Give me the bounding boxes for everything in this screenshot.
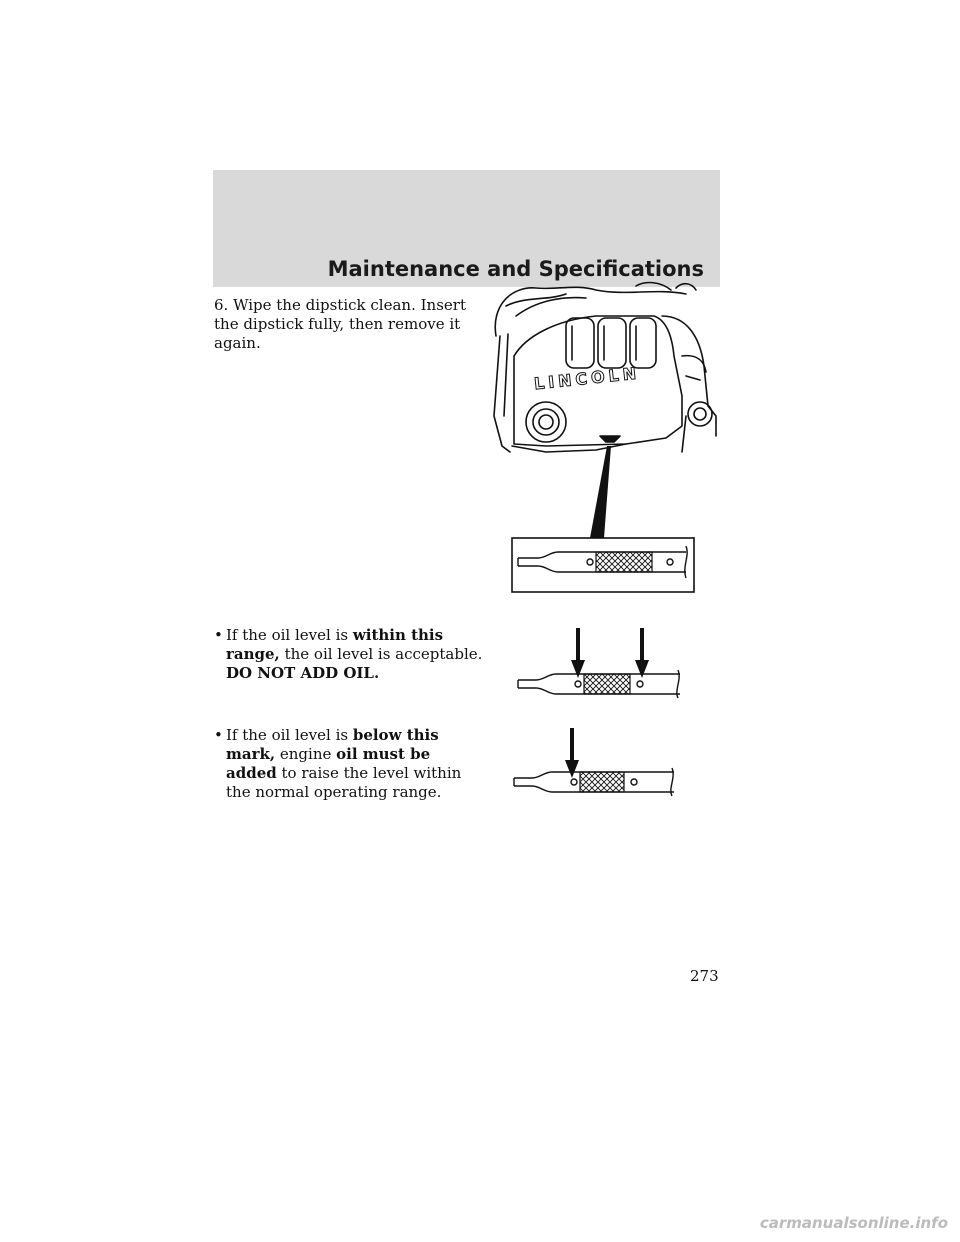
bullet-text (226, 726, 484, 802)
engine-logo: LINCOLN (533, 363, 642, 394)
bullet-lead: If the oil level is (226, 626, 353, 644)
lower-arrow-icon (635, 628, 649, 678)
bullet-glyph: • (214, 726, 223, 744)
bullet-within-range (214, 626, 484, 683)
upper-arrow-icon (571, 628, 585, 678)
section-header (213, 170, 720, 287)
page-number: 273 (690, 967, 719, 985)
dipstick-range-illustration (512, 620, 692, 700)
add-oil-arrow-icon (565, 728, 579, 778)
bullet-bold-oil: oil must be added (226, 745, 431, 782)
bullet-bold-range: within this range, (226, 626, 444, 663)
section-title: Maintenance and Specifications (327, 257, 704, 281)
bullet-warning: DO NOT ADD OIL. (226, 664, 380, 682)
step-6-text: 6. Wipe the dipstick clean. Insert the dipstick fully, then remove it again. (214, 296, 466, 352)
bullet-below-mark (214, 726, 484, 802)
bullet-bold-mark: below this mark, (226, 726, 439, 763)
bullet-glyph: • (214, 626, 223, 644)
bullet-body-2: to raise the level within the normal operating range. (226, 764, 462, 801)
dipstick-below-illustration (508, 722, 688, 798)
bullet-text (226, 626, 484, 683)
bullet-body: engine (275, 745, 337, 763)
bullet-body: the oil level is acceptable. (284, 645, 483, 663)
bullet-lead: If the oil level is (226, 726, 353, 744)
watermark-text: carmanualsonline.info (759, 1214, 948, 1232)
engine-dipstick-illustration (486, 276, 720, 596)
